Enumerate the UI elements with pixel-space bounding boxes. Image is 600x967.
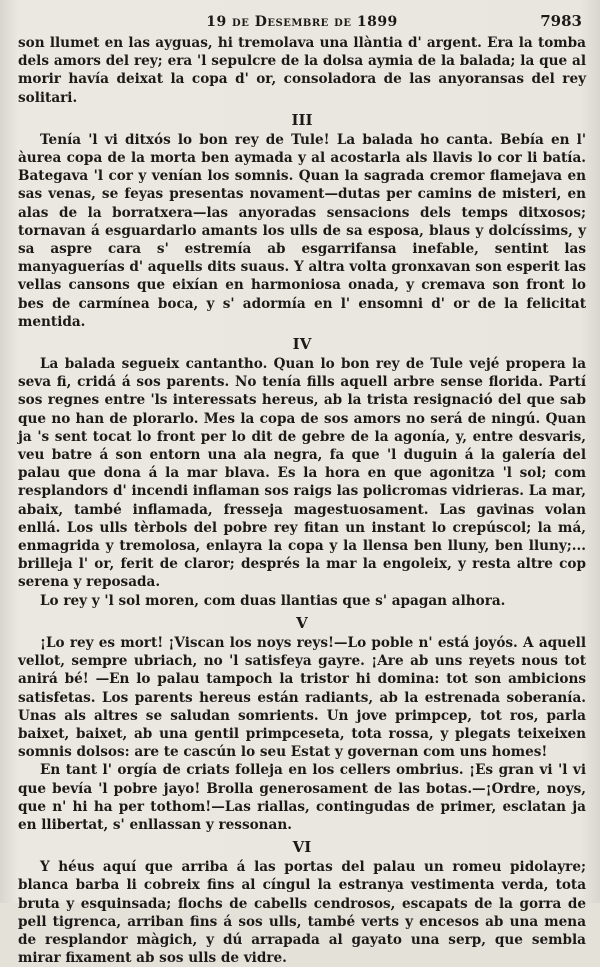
paragraph: son llumet en las ayguas, hi tremolava una llàntia d' argent. Era la tomba dels amors del rey; era 'l sepulcre de la dolsa aymia de la balada; la que al morir havía deixat la copa d' or, consoladora de las anyoransas del rey solitari. <box>18 35 586 106</box>
header-date: 19 de Desembre de 1899 <box>206 14 398 30</box>
section-heading: VI <box>292 838 312 857</box>
paragraph: La balada segueix cantantho. Quan lo bon rey de Tule vejé propera la seva fi, cridá á sos parents. No tenía fills aquell arbre sense florida. Partí sos regnes entre 'ls interessats hereus, ab la trista resignació del que sab que no han de plorarlo. Mes la copa de sos amors no será de ningú. Quan ja 's sent tocat lo front per lo dit de gebre de la agonía, y, entre desvaris, veu batre á son entorn una ala negra, fa que 'l duguin á la galería del palau que dona á la mar blava. Es la hora en que agonitza 'l sol; com resplandors d' incendi inflaman sos raigs las policromas vidrieras. La mar, abaix, també inflamada, fresseja magestuosament. Las gavinas volan enllá. Los ulls tèrbols del pobre rey fitan un instant lo crepúscol; la má, enmagrida y tremolosa, enlayra la copa y la llensa ben lluny, ben lluny;... brilleja l' or, ferit de claror; després la mar la engoleix, y resta altre cop serena y reposada. <box>18 356 586 591</box>
paragraph: ¡Lo rey es mort! ¡Viscan los noys reys!—Lo poble n' está joyós. A aquell vellot, sempre ubriach, no 'l satisfeya gayre. ¡Are ab uns reyets nous tot anirá bé! —En lo palau tampoch la tristor hi domina: tot son ambicions satisfetas. Los parents hereus están radiants, ab la estrenada soberanía. Unas als altres se saludan somrients. Un jove primpcep, tot ros, parla baixet, baixet, ab una gentil primpceseta, tota rossa, y plegats teixeixen somnis dolsos: are te cascún lo seu Estat y governan com uns homes! <box>18 634 586 761</box>
paragraph: Tenía 'l vi ditxós lo bon rey de Tule! La balada ho canta. Bebía en l' àurea copa de la morta ben aymada y al acostarla als llavis lo cor li batía. Bategava 'l cor y venían los somnis. Quan la sagrada cremor flamejava en sas venas, se feyas presentas novament—dutas per camins de misteri, en alas de la borratxera—las anyoradas sensacions dels temps ditxosos; tornavan á esguardarlo amants los ulls de sa esposa, blaus y dolcíssims, y sa aspre cara s' estremía ab esgarrifansa inefable, sentint las manyaguerías d' aquells dits suaus. Y altra volta gronxavan son esperit las vellas cansons que eixían en harmoniosa onada, y cremava son front lo bes de carmínea boca, y s' adormía en l' ensomni d' or de la felicitat mentida. <box>18 131 586 330</box>
page-number: 7983 <box>540 12 582 30</box>
section-intro <box>18 34 586 107</box>
paragraph: En tant l' orgía de criats folleja en los cellers ombrius. ¡Es gran vi 'l vi que bevía 'l pobre jayo! Brolla generosament de las botas.—¡Ordre, noys, que n' hi ha per tothom!—Las riallas, contingudas de primer, esclatan ja en llibertat, s' enllassan y ressonan. <box>18 762 586 833</box>
paragraph: Y héus aquí que arriba á las portas del palau un romeu pidolayre; blanca barba li cobreix fins al cíngul la estranya vestimenta verda, tota bruta y esquinsada; flochs de cabells cendrosos, escapats de la gorra de pell tigrenca, arriban fins á sos ulls, també verts y encesos ab una mena de resplandor màgich, y dú arrapada al gayato una serp, que sembla mirar fixament ab sos ulls de vidre. <box>18 859 586 967</box>
section-iii <box>18 109 586 331</box>
paragraph: Lo rey y 'l sol moren, com duas llantias que s' apagan alhora. <box>40 592 506 609</box>
page-header <box>18 8 586 34</box>
section-heading: IV <box>292 335 312 354</box>
section-heading: V <box>296 613 308 632</box>
section-vi <box>18 836 586 967</box>
section-iv <box>18 333 586 610</box>
section-heading: III <box>291 110 313 129</box>
section-v <box>18 612 586 834</box>
